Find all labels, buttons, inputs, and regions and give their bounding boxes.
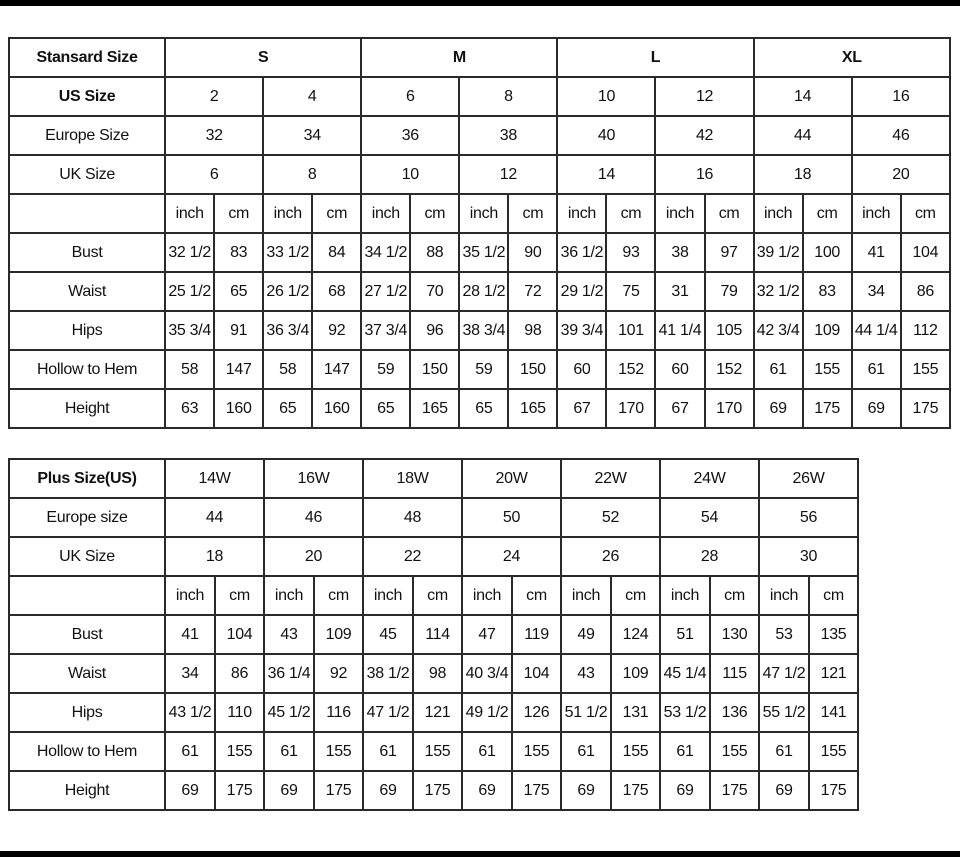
measurement-value: 121 bbox=[413, 693, 462, 732]
size-group-header: L bbox=[557, 38, 753, 77]
unit-row-label bbox=[9, 576, 165, 615]
size-value: 2 bbox=[165, 77, 263, 116]
size-value: 38 bbox=[459, 116, 557, 155]
measurement-value: 45 bbox=[363, 615, 413, 654]
measurement-value: 41 bbox=[852, 233, 901, 272]
measurement-row bbox=[9, 615, 858, 654]
measurement-value: 45 1/4 bbox=[660, 654, 710, 693]
measurement-value: 69 bbox=[363, 771, 413, 810]
measurement-value: 60 bbox=[557, 350, 606, 389]
unit-label-cm: cm bbox=[512, 576, 561, 615]
measurement-value: 155 bbox=[901, 350, 950, 389]
measurement-value: 61 bbox=[660, 732, 710, 771]
unit-label-cm: cm bbox=[901, 194, 950, 233]
unit-label-inch: inch bbox=[361, 194, 410, 233]
measurement-value: 175 bbox=[215, 771, 264, 810]
measurement-value: 147 bbox=[312, 350, 361, 389]
corner-label: Stansard Size bbox=[9, 38, 165, 77]
measurement-value: 104 bbox=[215, 615, 264, 654]
measurement-value: 53 1/2 bbox=[660, 693, 710, 732]
unit-label-cm: cm bbox=[606, 194, 655, 233]
measurement-value: 61 bbox=[754, 350, 803, 389]
unit-label-cm: cm bbox=[312, 194, 361, 233]
size-value: 50 bbox=[462, 498, 561, 537]
measurement-value: 155 bbox=[809, 732, 858, 771]
measurement-value: 155 bbox=[215, 732, 264, 771]
plus-size-header-row bbox=[9, 459, 858, 498]
plus-size-header: 22W bbox=[561, 459, 660, 498]
measurement-value: 165 bbox=[410, 389, 459, 428]
size-value: 4 bbox=[263, 77, 361, 116]
size-value: 30 bbox=[759, 537, 858, 576]
unit-label-cm: cm bbox=[214, 194, 263, 233]
measurement-value: 39 3/4 bbox=[557, 311, 606, 350]
measurement-value: 97 bbox=[705, 233, 754, 272]
size-value: 46 bbox=[264, 498, 363, 537]
size-value: 44 bbox=[165, 498, 264, 537]
size-value: 20 bbox=[264, 537, 363, 576]
measurement-value: 152 bbox=[705, 350, 754, 389]
measurement-value: 155 bbox=[803, 350, 852, 389]
measurement-value: 150 bbox=[410, 350, 459, 389]
measurement-value: 35 1/2 bbox=[459, 233, 508, 272]
unit-label-inch: inch bbox=[557, 194, 606, 233]
measurement-value: 135 bbox=[809, 615, 858, 654]
measurement-value: 175 bbox=[803, 389, 852, 428]
size-value: 14 bbox=[557, 155, 655, 194]
measurement-value: 51 bbox=[660, 615, 710, 654]
measurement-value: 170 bbox=[606, 389, 655, 428]
measurement-value: 160 bbox=[312, 389, 361, 428]
size-value: 10 bbox=[361, 155, 459, 194]
measurement-value: 105 bbox=[705, 311, 754, 350]
measurement-row bbox=[9, 654, 858, 693]
unit-label-inch: inch bbox=[462, 576, 512, 615]
measurement-value: 31 bbox=[655, 272, 704, 311]
measurement-value: 147 bbox=[214, 350, 263, 389]
measurement-value: 47 1/2 bbox=[363, 693, 413, 732]
measurement-value: 67 bbox=[557, 389, 606, 428]
measurement-value: 72 bbox=[508, 272, 557, 311]
size-value: 16 bbox=[852, 77, 950, 116]
unit-label-cm: cm bbox=[215, 576, 264, 615]
size-value: 6 bbox=[361, 77, 459, 116]
size-value: 12 bbox=[655, 77, 753, 116]
measurement-value: 49 1/2 bbox=[462, 693, 512, 732]
size-value: 24 bbox=[462, 537, 561, 576]
measurement-value: 34 bbox=[852, 272, 901, 311]
measurement-label: Hips bbox=[9, 311, 165, 350]
measurement-value: 155 bbox=[611, 732, 660, 771]
unit-label-cm: cm bbox=[809, 576, 858, 615]
measurement-value: 43 bbox=[561, 654, 611, 693]
size-value: 52 bbox=[561, 498, 660, 537]
measurement-value: 79 bbox=[705, 272, 754, 311]
measurement-value: 112 bbox=[901, 311, 950, 350]
measurement-value: 124 bbox=[611, 615, 660, 654]
measurement-label: Hollow to Hem bbox=[9, 350, 165, 389]
size-value: 40 bbox=[557, 116, 655, 155]
measurement-value: 126 bbox=[512, 693, 561, 732]
measurement-value: 36 1/2 bbox=[557, 233, 606, 272]
measurement-value: 160 bbox=[214, 389, 263, 428]
measurement-value: 33 1/2 bbox=[263, 233, 312, 272]
size-value: 46 bbox=[852, 116, 950, 155]
measurement-value: 69 bbox=[852, 389, 901, 428]
unit-label-inch: inch bbox=[264, 576, 314, 615]
measurement-value: 65 bbox=[459, 389, 508, 428]
unit-label-cm: cm bbox=[705, 194, 754, 233]
measurement-value: 98 bbox=[413, 654, 462, 693]
measurement-value: 69 bbox=[165, 771, 215, 810]
size-value: 18 bbox=[165, 537, 264, 576]
measurement-value: 175 bbox=[314, 771, 363, 810]
measurement-label: Waist bbox=[9, 272, 165, 311]
measurement-value: 121 bbox=[809, 654, 858, 693]
size-value: 48 bbox=[363, 498, 462, 537]
measurement-value: 61 bbox=[165, 732, 215, 771]
measurement-value: 152 bbox=[606, 350, 655, 389]
measurement-value: 109 bbox=[314, 615, 363, 654]
size-value: 18 bbox=[754, 155, 852, 194]
measurement-label: Bust bbox=[9, 615, 165, 654]
measurement-value: 44 1/4 bbox=[852, 311, 901, 350]
measurement-value: 98 bbox=[508, 311, 557, 350]
measurement-value: 39 1/2 bbox=[754, 233, 803, 272]
measurement-value: 69 bbox=[561, 771, 611, 810]
measurement-value: 131 bbox=[611, 693, 660, 732]
unit-label-cm: cm bbox=[410, 194, 459, 233]
unit-label-inch: inch bbox=[754, 194, 803, 233]
size-group-header: M bbox=[361, 38, 557, 77]
row-label: UK Size bbox=[9, 537, 165, 576]
measurement-value: 32 1/2 bbox=[165, 233, 214, 272]
measurement-value: 47 1/2 bbox=[759, 654, 809, 693]
measurement-label: Hips bbox=[9, 693, 165, 732]
measurement-value: 86 bbox=[901, 272, 950, 311]
measurement-value: 51 1/2 bbox=[561, 693, 611, 732]
plus-size-header: 16W bbox=[264, 459, 363, 498]
unit-label-inch: inch bbox=[655, 194, 704, 233]
measurement-row bbox=[9, 693, 858, 732]
size-value: 6 bbox=[165, 155, 263, 194]
size-value: 54 bbox=[660, 498, 759, 537]
measurement-row bbox=[9, 389, 950, 428]
size-value: 22 bbox=[363, 537, 462, 576]
measurement-value: 25 1/2 bbox=[165, 272, 214, 311]
size-group-header: XL bbox=[754, 38, 950, 77]
measurement-value: 47 bbox=[462, 615, 512, 654]
plus-size-header: 18W bbox=[363, 459, 462, 498]
row-label: Europe Size bbox=[9, 116, 165, 155]
unit-label-inch: inch bbox=[759, 576, 809, 615]
measurement-value: 155 bbox=[314, 732, 363, 771]
measurement-value: 61 bbox=[561, 732, 611, 771]
measurement-value: 42 3/4 bbox=[754, 311, 803, 350]
plus-size-header: 14W bbox=[165, 459, 264, 498]
measurement-label: Bust bbox=[9, 233, 165, 272]
unit-label-inch: inch bbox=[660, 576, 710, 615]
measurement-value: 38 bbox=[655, 233, 704, 272]
measurement-value: 155 bbox=[710, 732, 759, 771]
size-value: 44 bbox=[754, 116, 852, 155]
size-conversion-row bbox=[9, 155, 950, 194]
measurement-value: 59 bbox=[459, 350, 508, 389]
unit-label-inch: inch bbox=[165, 194, 214, 233]
standard-size-table bbox=[8, 37, 951, 429]
measurement-value: 61 bbox=[363, 732, 413, 771]
measurement-value: 29 1/2 bbox=[557, 272, 606, 311]
measurement-value: 45 1/2 bbox=[264, 693, 314, 732]
size-conversion-row bbox=[9, 116, 950, 155]
measurement-value: 92 bbox=[314, 654, 363, 693]
measurement-value: 109 bbox=[611, 654, 660, 693]
measurement-value: 175 bbox=[413, 771, 462, 810]
measurement-value: 65 bbox=[214, 272, 263, 311]
measurement-value: 58 bbox=[165, 350, 214, 389]
measurement-row bbox=[9, 311, 950, 350]
measurement-value: 110 bbox=[215, 693, 264, 732]
measurement-value: 38 1/2 bbox=[363, 654, 413, 693]
row-label: UK Size bbox=[9, 155, 165, 194]
measurement-value: 91 bbox=[214, 311, 263, 350]
measurement-value: 155 bbox=[413, 732, 462, 771]
measurement-value: 104 bbox=[901, 233, 950, 272]
measurement-value: 83 bbox=[803, 272, 852, 311]
measurement-value: 68 bbox=[312, 272, 361, 311]
measurement-value: 100 bbox=[803, 233, 852, 272]
size-value: 36 bbox=[361, 116, 459, 155]
measurement-value: 69 bbox=[759, 771, 809, 810]
measurement-value: 93 bbox=[606, 233, 655, 272]
measurement-row bbox=[9, 350, 950, 389]
size-value: 8 bbox=[263, 155, 361, 194]
bottom-border-bar bbox=[0, 851, 960, 857]
unit-label-inch: inch bbox=[263, 194, 312, 233]
size-conversion-row bbox=[9, 498, 858, 537]
measurement-value: 36 3/4 bbox=[263, 311, 312, 350]
measurement-value: 27 1/2 bbox=[361, 272, 410, 311]
measurement-label: Hollow to Hem bbox=[9, 732, 165, 771]
size-conversion-row bbox=[9, 77, 950, 116]
measurement-value: 75 bbox=[606, 272, 655, 311]
unit-label-cm: cm bbox=[803, 194, 852, 233]
size-value: 34 bbox=[263, 116, 361, 155]
measurement-value: 109 bbox=[803, 311, 852, 350]
measurement-row bbox=[9, 732, 858, 771]
measurement-value: 115 bbox=[710, 654, 759, 693]
measurement-value: 35 3/4 bbox=[165, 311, 214, 350]
unit-label-inch: inch bbox=[459, 194, 508, 233]
measurement-value: 86 bbox=[215, 654, 264, 693]
unit-label-inch: inch bbox=[561, 576, 611, 615]
row-label: Europe size bbox=[9, 498, 165, 537]
measurement-value: 69 bbox=[660, 771, 710, 810]
size-group-header: S bbox=[165, 38, 361, 77]
size-value: 8 bbox=[459, 77, 557, 116]
measurement-value: 104 bbox=[512, 654, 561, 693]
measurement-value: 43 1/2 bbox=[165, 693, 215, 732]
size-value: 42 bbox=[655, 116, 753, 155]
measurement-label: Height bbox=[9, 771, 165, 810]
measurement-value: 41 bbox=[165, 615, 215, 654]
plus-size-header: 24W bbox=[660, 459, 759, 498]
size-value: 14 bbox=[754, 77, 852, 116]
measurement-value: 88 bbox=[410, 233, 459, 272]
size-value: 56 bbox=[759, 498, 858, 537]
unit-row-label bbox=[9, 194, 165, 233]
measurement-row bbox=[9, 771, 858, 810]
unit-label-cm: cm bbox=[413, 576, 462, 615]
measurement-value: 92 bbox=[312, 311, 361, 350]
measurement-value: 155 bbox=[512, 732, 561, 771]
measurement-label: Waist bbox=[9, 654, 165, 693]
measurement-label: Height bbox=[9, 389, 165, 428]
measurement-value: 69 bbox=[462, 771, 512, 810]
measurement-value: 43 bbox=[264, 615, 314, 654]
plus-size-header: 20W bbox=[462, 459, 561, 498]
top-border-bar bbox=[0, 0, 960, 6]
measurement-value: 165 bbox=[508, 389, 557, 428]
unit-label-cm: cm bbox=[611, 576, 660, 615]
measurement-value: 69 bbox=[754, 389, 803, 428]
measurement-value: 41 1/4 bbox=[655, 311, 704, 350]
measurement-value: 175 bbox=[809, 771, 858, 810]
measurement-value: 116 bbox=[314, 693, 363, 732]
unit-label-cm: cm bbox=[314, 576, 363, 615]
measurement-value: 175 bbox=[611, 771, 660, 810]
measurement-value: 69 bbox=[264, 771, 314, 810]
row-label: US Size bbox=[9, 77, 165, 116]
unit-label-inch: inch bbox=[165, 576, 215, 615]
measurement-value: 175 bbox=[512, 771, 561, 810]
measurement-value: 37 3/4 bbox=[361, 311, 410, 350]
measurement-value: 175 bbox=[710, 771, 759, 810]
size-value: 10 bbox=[557, 77, 655, 116]
measurement-value: 26 1/2 bbox=[263, 272, 312, 311]
unit-header-row bbox=[9, 576, 858, 615]
unit-label-inch: inch bbox=[363, 576, 413, 615]
measurement-value: 114 bbox=[413, 615, 462, 654]
measurement-value: 32 1/2 bbox=[754, 272, 803, 311]
measurement-value: 101 bbox=[606, 311, 655, 350]
size-value: 16 bbox=[655, 155, 753, 194]
measurement-value: 36 1/4 bbox=[264, 654, 314, 693]
size-group-header-row bbox=[9, 38, 950, 77]
unit-label-cm: cm bbox=[710, 576, 759, 615]
measurement-value: 90 bbox=[508, 233, 557, 272]
measurement-value: 61 bbox=[264, 732, 314, 771]
measurement-value: 150 bbox=[508, 350, 557, 389]
measurement-value: 60 bbox=[655, 350, 704, 389]
measurement-value: 83 bbox=[214, 233, 263, 272]
size-value: 12 bbox=[459, 155, 557, 194]
measurement-value: 65 bbox=[263, 389, 312, 428]
size-value: 20 bbox=[852, 155, 950, 194]
corner-label: Plus Size(US) bbox=[9, 459, 165, 498]
measurement-value: 55 1/2 bbox=[759, 693, 809, 732]
measurement-value: 96 bbox=[410, 311, 459, 350]
measurement-row bbox=[9, 233, 950, 272]
measurement-value: 38 3/4 bbox=[459, 311, 508, 350]
measurement-value: 65 bbox=[361, 389, 410, 428]
measurement-value: 84 bbox=[312, 233, 361, 272]
plus-size-header: 26W bbox=[759, 459, 858, 498]
size-conversion-row bbox=[9, 537, 858, 576]
measurement-value: 61 bbox=[759, 732, 809, 771]
measurement-value: 67 bbox=[655, 389, 704, 428]
measurement-value: 58 bbox=[263, 350, 312, 389]
measurement-value: 170 bbox=[705, 389, 754, 428]
size-value: 28 bbox=[660, 537, 759, 576]
measurement-value: 34 1/2 bbox=[361, 233, 410, 272]
measurement-value: 28 1/2 bbox=[459, 272, 508, 311]
measurement-value: 63 bbox=[165, 389, 214, 428]
measurement-value: 59 bbox=[361, 350, 410, 389]
measurement-value: 70 bbox=[410, 272, 459, 311]
size-value: 26 bbox=[561, 537, 660, 576]
measurement-value: 61 bbox=[462, 732, 512, 771]
unit-header-row bbox=[9, 194, 950, 233]
size-value: 32 bbox=[165, 116, 263, 155]
measurement-value: 34 bbox=[165, 654, 215, 693]
measurement-value: 49 bbox=[561, 615, 611, 654]
unit-label-inch: inch bbox=[852, 194, 901, 233]
measurement-value: 61 bbox=[852, 350, 901, 389]
plus-size-table bbox=[8, 458, 859, 811]
measurement-value: 136 bbox=[710, 693, 759, 732]
measurement-value: 175 bbox=[901, 389, 950, 428]
measurement-value: 119 bbox=[512, 615, 561, 654]
measurement-value: 130 bbox=[710, 615, 759, 654]
measurement-row bbox=[9, 272, 950, 311]
measurement-value: 40 3/4 bbox=[462, 654, 512, 693]
unit-label-cm: cm bbox=[508, 194, 557, 233]
measurement-value: 53 bbox=[759, 615, 809, 654]
measurement-value: 141 bbox=[809, 693, 858, 732]
